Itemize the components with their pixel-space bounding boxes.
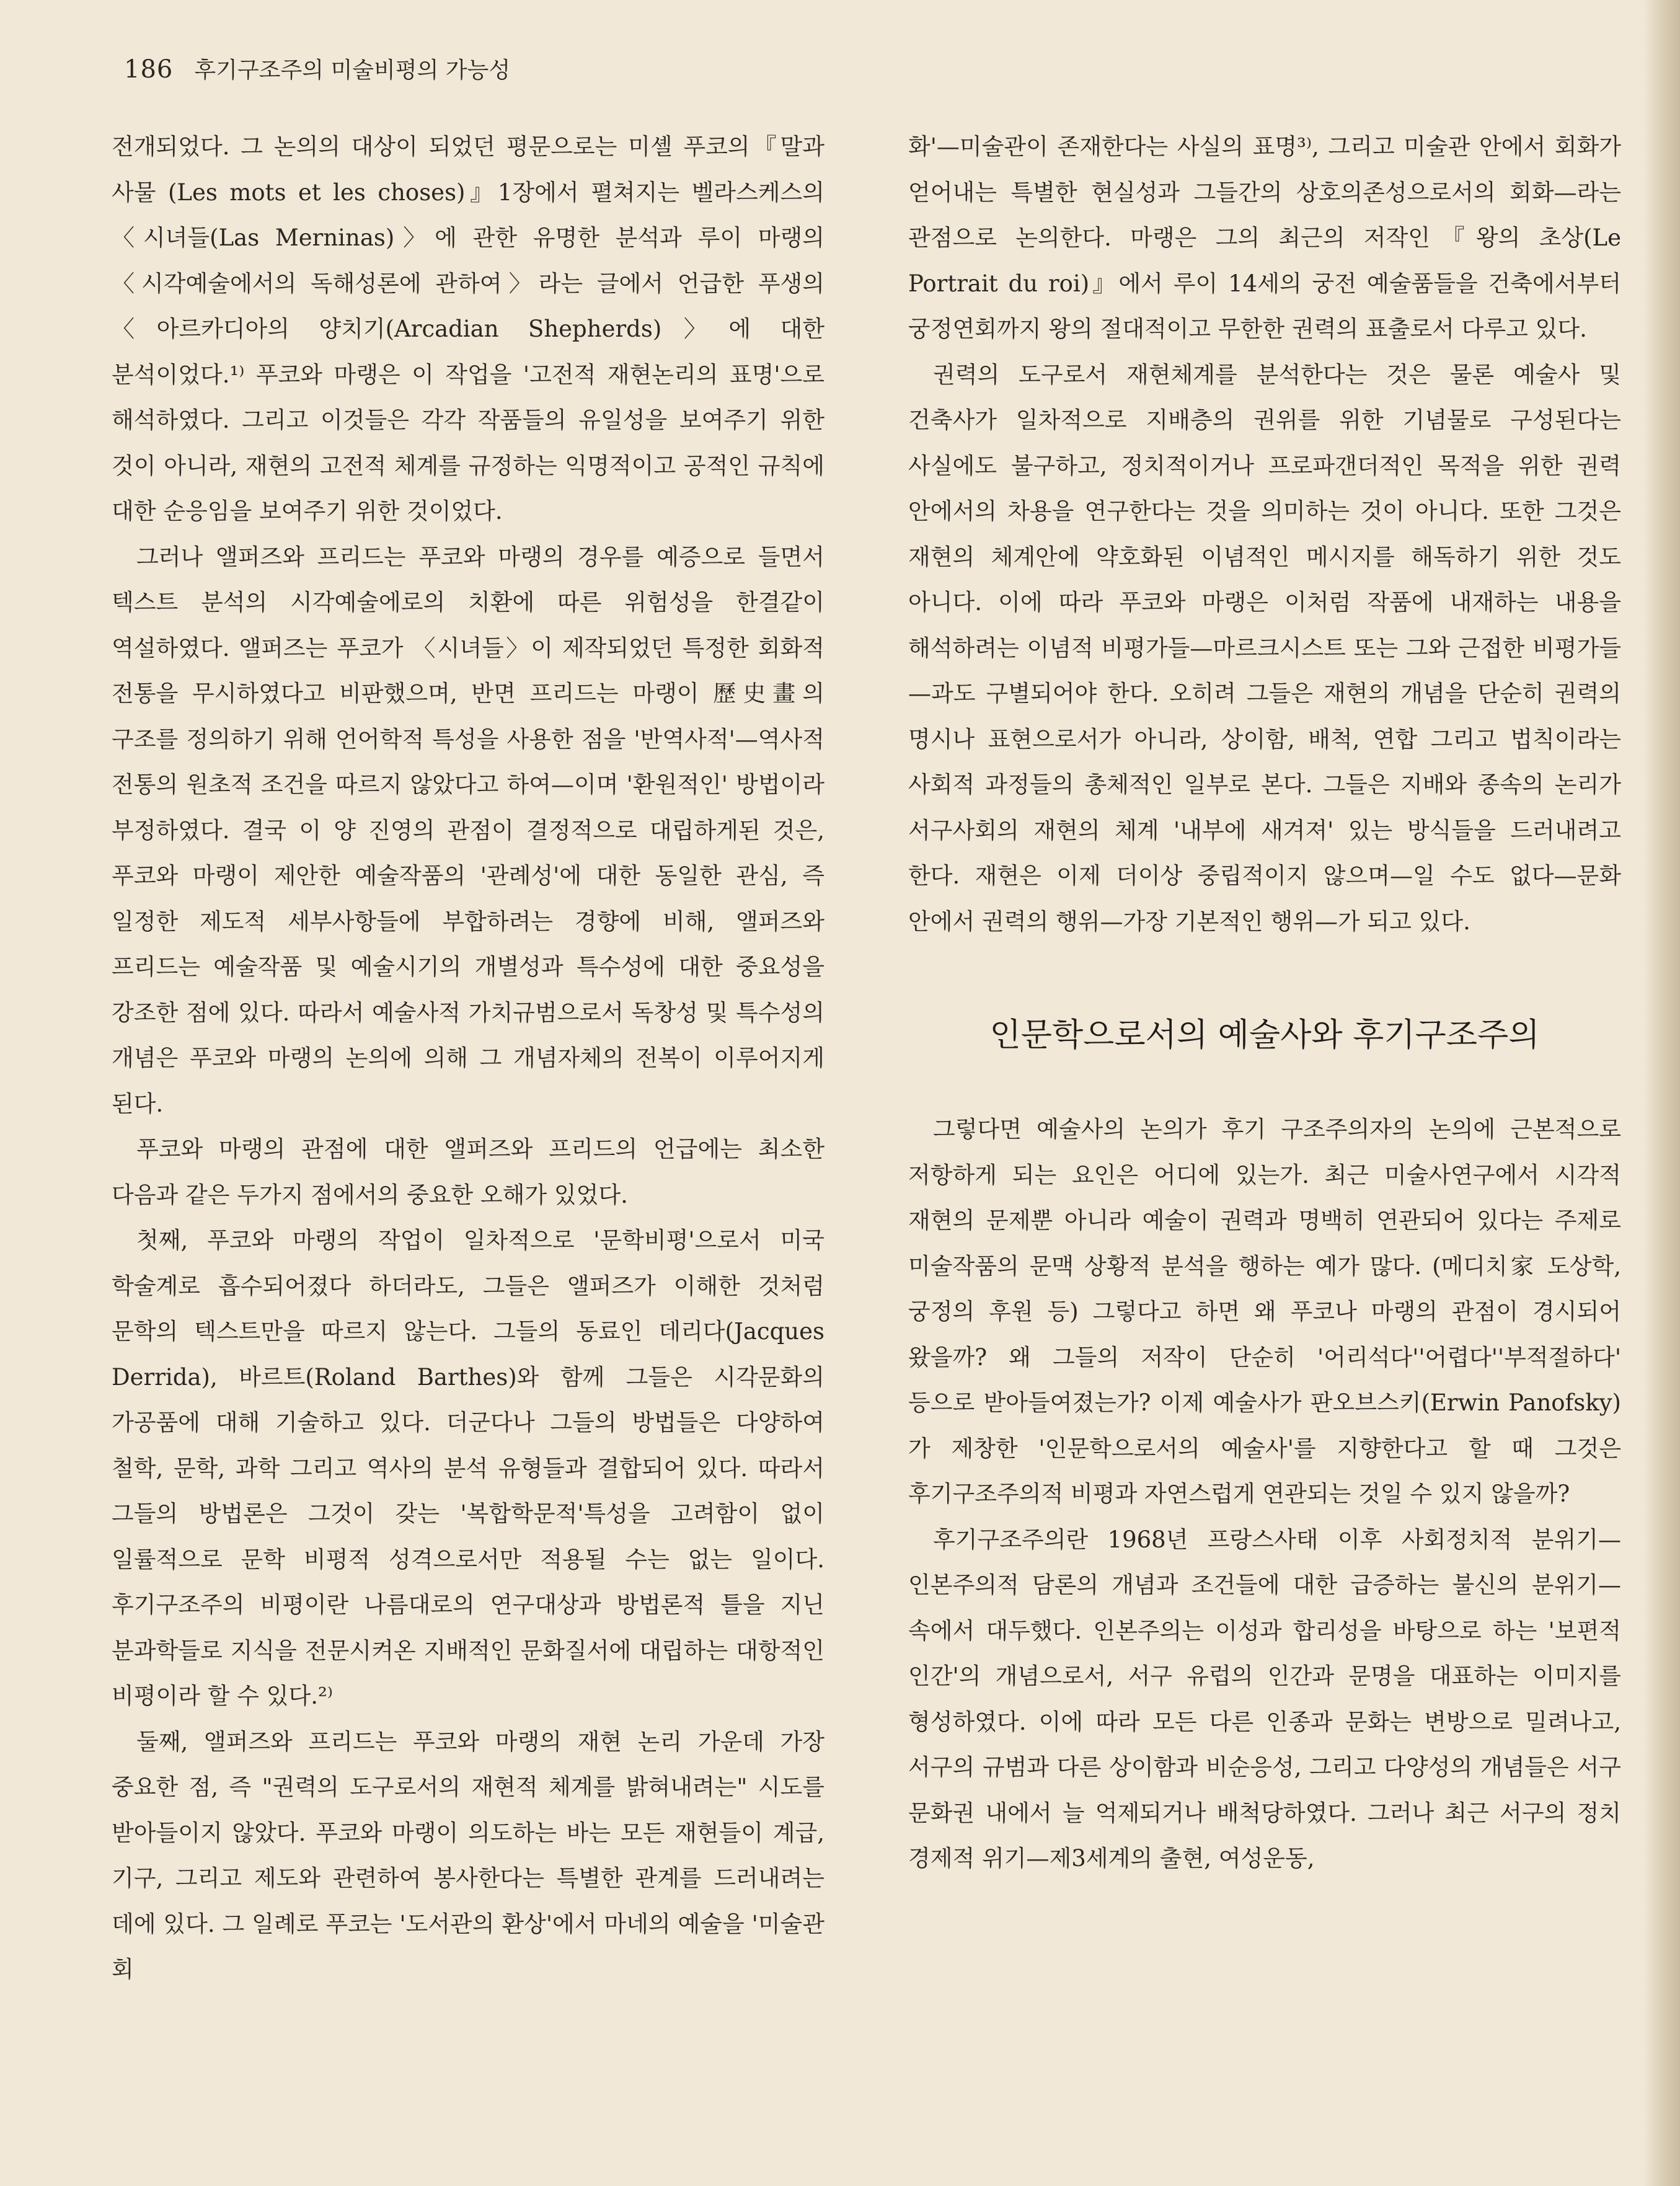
paragraph: 둘째, 앨퍼즈와 프리드는 푸코와 마랭의 재현 논리 가운데 가장 중요한 점, 즉 "권력의 도구로서의 재현적 체계를 밝혀내려는" 시도를 받아들이지 않았다. 푸코와 마랭이 의도하는 바는 모든 재현들이 계급, 기구, 그리고 제도와 관련하여 봉사한다는 특별한 관계를 드러내려는 데에 있다. 그 일례로 푸코는 '도서관의 환상'에서 마네의 예술을 '미술관 회 <box>112 1728 825 1983</box>
page-number: 186 <box>124 55 174 84</box>
running-header <box>124 53 510 84</box>
paragraph: 후기구조주의란 1968년 프랑스사태 이후 사회정치적 분위기—인본주의적 담론의 개념과 조건들에 대한 급증하는 불신의 분위기—속에서 대두했다. 인본주의는 이성과 합리성을 바탕으로 하는 '보편적 인간'의 개념으로서, 서구 유럽의 인간과 문명을 대표하는 이미지를 형성하였다. 이에 따라 모든 다른 인종과 문화는 변방으로 밀려나고, 서구의 규범과 다른 상이함과 비순응성, 그리고 다양성의 개념들은 서구 문화권 내에서 늘 억제되거나 배척당하였다. 그러나 최근 서구의 정치 경제적 위기—제3세계의 출현, 여성운동, <box>908 1526 1621 1872</box>
running-title: 후기구조주의 미술비평의 가능성 <box>194 58 511 83</box>
section-heading: 인문학으로서의 예술사와 후기구조주의 <box>989 1017 1540 1054</box>
left-column <box>112 124 825 1993</box>
right-column <box>908 124 1621 1882</box>
paragraph: 그러나 앨퍼즈와 프리드는 푸코와 마랭의 경우를 예증으로 들면서 텍스트 분석의 시각예술에로의 치환에 따른 위험성을 한결같이 역설하였다. 앨퍼즈는 푸코가 〈시녀들〉이 제작되었던 특정한 회화적 전통을 무시하였다고 비판했으며, 반면 프리드는 마랭이 歷史畫의 구조를 정의하기 위해 언어학적 특성을 사용한 점을 '반역사적'—역사적 전통의 원초적 조건을 따르지 않았다고 하여—이며 '환원적인' 방법이라 부정하였다. 결국 이 양 진영의 관점이 결정적으로 대립하게된 것은, 푸코와 마랭이 제안한 예술작품의 '관례성'에 대한 동일한 관심, 즉 일정한 제도적 세부사항들에 부합하려는 경향에 비해, 앨퍼즈와 프리드는 예술작품 및 예술시기의 개별성과 특수성에 대한 중요성을 강조한 점에 있다. 따라서 예술사적 가치규범으로서 독창성 및 특수성의 개념은 푸코와 마랭의 논의에 의해 그 개념자체의 전복이 이루어지게 된다. <box>112 543 825 1117</box>
paragraph: 권력의 도구로서 재현체계를 분석한다는 것은 물론 예술사 및 건축사가 일차적으로 지배층의 권위를 위한 기념물로 구성된다는 사실에도 불구하고, 정치적이거나 프로파갠더적인 목적을 위한 권력 안에서의 차용을 연구한다는 것을 의미하는 것이 아니다. 또한 그것은 재현의 체계안에 약호화된 이념적인 메시지를 해독하기 위한 것도 아니다. 이에 따라 푸코와 마랭은 이처럼 작품에 내재하는 내용을 해석하려는 이념적 비평가들—마르크시스트 또는 그와 근접한 비평가들—과도 구별되어야 한다. 오히려 그들은 재현의 개념을 단순히 권력의 명시나 표현으로서가 아니라, 상이함, 배척, 연합 그리고 법칙이라는 사회적 과정들의 총체적인 일부로 본다. 그들은 지배와 종속의 논리가 서구사회의 재현의 체계 '내부에 새겨져' 있는 방식들을 드러내려고 한다. 재현은 이제 더이상 중립적이지 않으며—일 수도 없다—문화 안에서 권력의 행위—가장 기본적인 행위—가 되고 있다. <box>908 361 1621 935</box>
paragraph: 그렇다면 예술사의 논의가 후기 구조주의자의 논의에 근본적으로 저항하게 되는 요인은 어디에 있는가. 최근 미술사연구에서 시각적 재현의 문제뿐 아니라 예술이 권력과 명백히 연관되어 있다는 주제로 미술작품의 문맥 상황적 분석을 행하는 예가 많다. (메디치家 도상학, 궁정의 후원 등) 그렇다고 하면 왜 푸코나 마랭의 관점이 경시되어 왔을까? 왜 그들의 저작이 단순히 '어리석다''어렵다''부적절하다' 등으로 받아들여졌는가? 이제 예술사가 판오브스키(Erwin Panofsky)가 제창한 '인문학으로서의 예술사'를 지향한다고 할 때 그것은 후기구조주의적 비평과 자연스럽게 연관되는 것일 수 있지 않을까? <box>908 1116 1621 1507</box>
paragraph: 화'—미술관이 존재한다는 사실의 표명³⁾, 그리고 미술관 안에서 회화가 얻어내는 특별한 현실성과 그들간의 상호의존성으로서의 회화—라는 관점으로 논의한다. 마랭은 그의 최근의 저작인『왕의 초상(Le Portrait du roi)』에서 루이 14세의 궁전 예술품들을 건축에서부터 궁정연회까지 왕의 절대적이고 무한한 권력의 표출로서 다루고 있다. <box>908 133 1621 342</box>
paragraph: 푸코와 마랭의 관점에 대한 앨퍼즈와 프리드의 언급에는 최소한 다음과 같은 두가지 점에서의 중요한 오해가 있었다. <box>112 1136 825 1208</box>
paragraph: 전개되었다. 그 논의의 대상이 되었던 평문으로는 미셸 푸코의『말과 사물 (Les mots et les choses)』1장에서 펼쳐지는 벨라스케스의 〈시녀들(Las Merninas)〉에 관한 유명한 분석과 루이 마랭의 〈시각예술에서의 독해성론에 관하여〉라는 글에서 언급한 푸생의 〈아르카디아의 양치기(Arcadian Shepherds)〉에 대한 분석이었다.¹⁾ 푸코와 마랭은 이 작업을 '고전적 재현논리의 표명'으로 해석하였다. 그리고 이것들은 각각 작품들의 유일성을 보여주기 위한 것이 아니라, 재현의 고전적 체계를 규정하는 익명적이고 공적인 규칙에 대한 순응임을 보여주기 위한 것이었다. <box>112 133 825 524</box>
page-edge-shadow <box>1643 0 1680 2186</box>
paragraph: 첫째, 푸코와 마랭의 작업이 일차적으로 '문학비평'으로서 미국 학술계로 흡수되어졌다 하더라도, 그들은 앨퍼즈가 이해한 것처럼 문학의 텍스트만을 따르지 않는다. 그들의 동료인 데리다(Jacques Derrida), 바르트(Roland Barthes)와 함께 그들은 시각문화의 가공품에 대해 기술하고 있다. 더군다나 그들의 방법들은 다양하여 철학, 문학, 과학 그리고 역사의 분석 유형들과 결합되어 있다. 따라서 그들의 방법론은 그것이 갖는 '복합학문적'특성을 고려함이 없이 일률적으로 문학 비평적 성격으로서만 적용될 수는 없는 일이다. 후기구조주의 비평이란 나름대로의 연구대상과 방법론적 틀을 지닌 분과학들로 지식을 전문시켜온 지배적인 문화질서에 대립하는 대항적인 비평이라 할 수 있다.²⁾ <box>112 1227 825 1709</box>
